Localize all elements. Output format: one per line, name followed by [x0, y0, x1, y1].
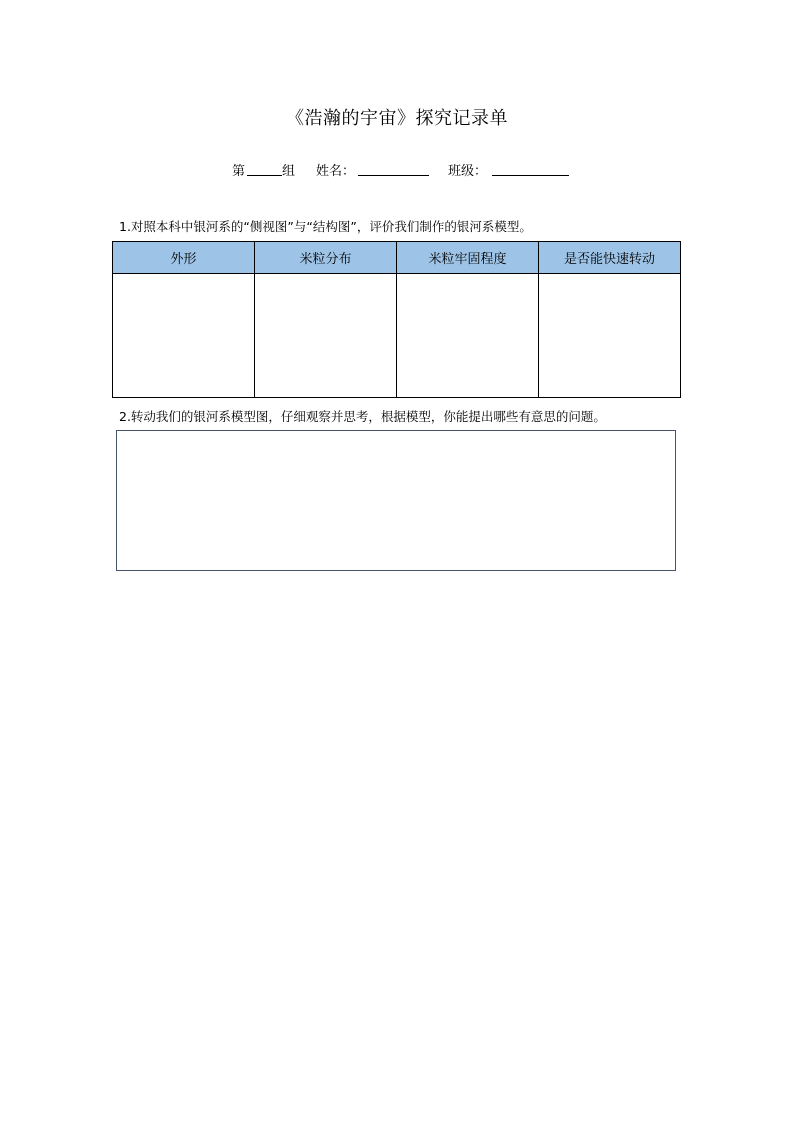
- table-answer-cell[interactable]: [539, 274, 681, 398]
- table-header-cell: 米粒牢固程度: [397, 242, 539, 274]
- group-number-blank[interactable]: [247, 175, 282, 176]
- name-blank[interactable]: [358, 175, 429, 176]
- table-header-cell: 外形: [113, 242, 255, 274]
- question-2: 2.转动我们的银河系模型图，仔细观察并思考，根据模型，你能提出哪些有意思的问题。: [119, 409, 606, 424]
- table-answer-cell[interactable]: [113, 274, 255, 398]
- class-label: 班级：: [448, 164, 488, 179]
- name-label: 姓名：: [316, 164, 356, 179]
- class-blank[interactable]: [492, 175, 569, 176]
- worksheet-title: 《浩瀚的宇宙》探究记录单: [286, 108, 508, 129]
- group-prefix-label: 第: [232, 164, 246, 179]
- table-answer-cell[interactable]: [397, 274, 539, 398]
- question-1: 1.对照本科中银河系的“侧视图”与“结构图”，评价我们制作的银河系模型。: [119, 219, 532, 234]
- table-header-cell: 米粒分布: [255, 242, 397, 274]
- table-answer-cell[interactable]: [255, 274, 397, 398]
- table-header-cell: 是否能快速转动: [539, 242, 681, 274]
- table-row: [113, 274, 681, 398]
- student-info-row: [0, 160, 794, 180]
- group-suffix-label: 组: [282, 164, 296, 179]
- table-header-row: [113, 242, 681, 274]
- evaluation-table: [112, 241, 681, 398]
- question-2-answer-box[interactable]: [116, 430, 676, 571]
